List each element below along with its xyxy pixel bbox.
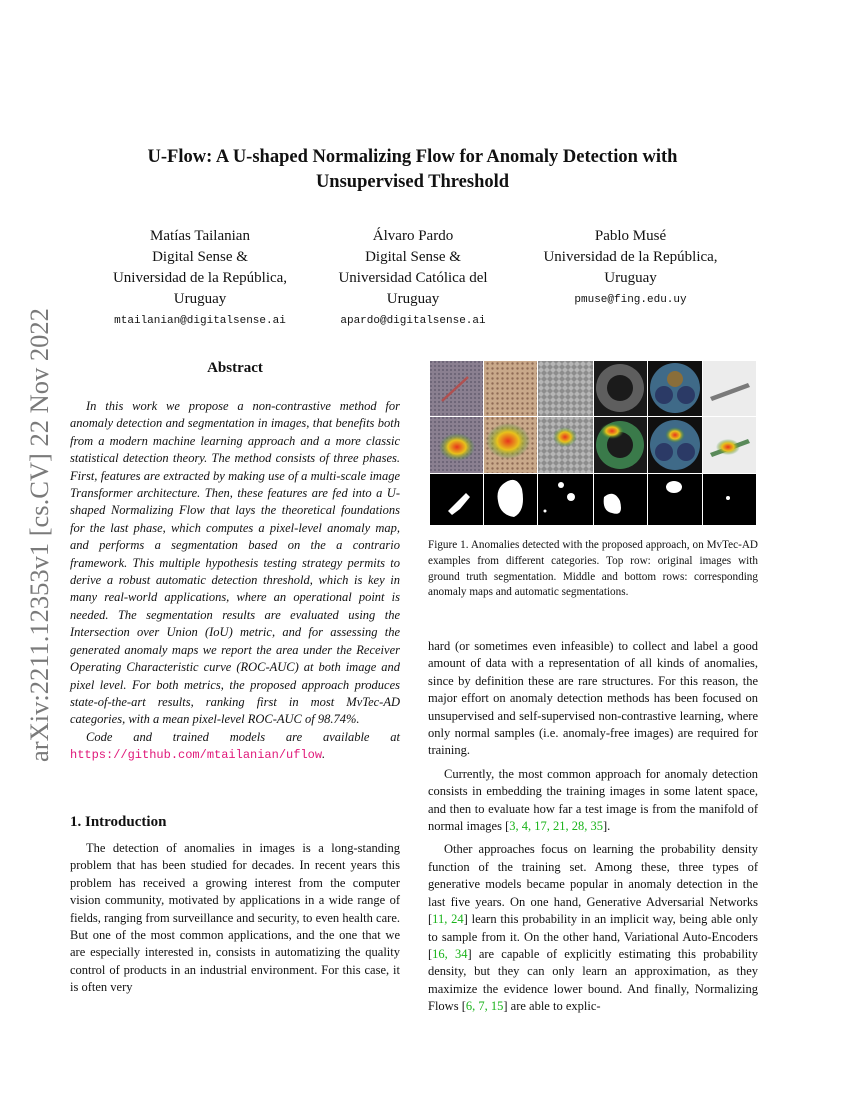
paragraph-text: Currently, the most common approach for anomaly detection consists in embedding the training images in some latent space, and then to evaluate how far a test image is from the manifold of normal images [ [428, 766, 758, 834]
github-link[interactable]: https://github.com/mtailanian/uflow [70, 748, 323, 763]
right-column-body [428, 638, 758, 1022]
right-paragraph-3 [428, 841, 758, 1015]
figure-caption: Figure 1. Anomalies detected with the proposed approach, on MvTec-AD examples from different categories. Top row: original images with ground truth segmentation. Middle and bottom rows: corresponding anomaly maps and automatic segmentations. [428, 539, 758, 599]
intro-paragraph: The detection of anomalies in images is a long-standing problem that has been studied for decades. In recent years this problem has received a growing interest from the computer vision community, motivated by applications in a wide range of fields, ranging from surveillance and security, to even health care. But one of the most common applications, and the one that we are especially interested in, consists in automatizing the quality control of products in an industrial environment. For this case, it is often very [70, 841, 400, 995]
citation-link[interactable]: 3, 4, 17, 21, 28, 35 [509, 819, 603, 834]
abstract-heading: Abstract [207, 360, 263, 376]
right-paragraph-1: hard (or sometimes even infeasible) to collect and label a good amount of data with a representation of all kinds of anomalies, since by definition these are rare structures. For this reason, the major effort on anomaly detection methods has been focused on unsupervised and self-supervised non-contrastive learning, where only normal samples (i.e. anomaly-free images) are required for training. [428, 639, 758, 758]
paragraph-text: ] learn this probability in an implicit way, being able only to sample from it. On the other hand, Variational Auto-Encoders [ [428, 912, 758, 961]
original-screw [703, 361, 756, 416]
author-email: pmuse@fing.edu.uy [574, 294, 687, 306]
original-mesh [538, 361, 593, 416]
section-heading-introduction: 1. Introduction [70, 814, 167, 830]
author-affiliation: Digital Sense & [365, 249, 461, 265]
author-affiliation: Universidad de la República, [543, 249, 718, 265]
introduction-body [70, 840, 400, 997]
citation-link[interactable]: 16, 34 [432, 946, 468, 961]
author-3 [528, 226, 733, 309]
right-paragraph-2 [428, 766, 758, 836]
paragraph-text: ] are able to explic- [503, 999, 601, 1014]
author-1 [100, 226, 300, 330]
figure-1 [430, 361, 756, 525]
author-name: Matías Tailanian [150, 228, 250, 244]
title-line-2: Unsupervised Threshold [315, 172, 510, 192]
citation-link[interactable]: 11, 24 [432, 912, 464, 927]
anomaly-figure-grid [430, 361, 756, 525]
author-name: Pablo Musé [594, 228, 667, 244]
arxiv-stamp: arXiv:2211.12353v1 [cs.CV] 22 Nov 2022 [24, 308, 54, 762]
author-email: apardo@digitalsense.ai [340, 315, 486, 327]
author-2 [313, 226, 513, 330]
title-line-1: U-Flow: A U-shaped Normalizing Flow for Anomaly Detection with [147, 147, 678, 167]
abstract-body [70, 398, 400, 765]
author-affiliation: Uruguay [604, 270, 657, 286]
author-name: Álvaro Pardo [372, 228, 454, 244]
author-affiliation: Universidad Católica del [338, 270, 488, 286]
author-affiliation: Digital Sense & [152, 249, 248, 265]
abstract-paragraph: In this work we propose a non-contrastive method for anomaly detection and segmentation in images, that benefits both from a modern machine learning approach and a more classic statistical detection theory. The method consists of three phases. First, features are extracted by making use of a multi-scale image Transformer architecture. Then, these features are fed into a U-shaped Normalizing Flow that lays the theoretical foundations for the last phase, which computes a pixel-level anomaly map, and performs a segmentation based on the a contrario framework. This multiple hypothesis testing strategy permits to derive a robust automatic detection threshold, which is key in many real-world applications, where an operational point is needed. The segmentation results are evaluated using the Intersection over Union (IoU) metric, and for assessing the generated anomaly maps we report the area under the Receiver Operating Characteristic curve (ROC-AUC) at both image and pixel level. For both metrics, the proposed approach produces state-of-the-art results, ranking first in most MvTec-AD categories, with a mean pixel-level ROC-AUC of 98.74%. [70, 399, 400, 727]
code-availability-text: Code and trained models are available at [86, 729, 400, 744]
original-grid [484, 361, 537, 416]
author-email: mtailanian@digitalsense.ai [114, 315, 286, 327]
abstract-code-paragraph [70, 729, 400, 765]
author-affiliation: Uruguay [173, 291, 227, 307]
citation-link[interactable]: 6, 7, 15 [465, 999, 504, 1014]
author-affiliation: Uruguay [386, 291, 440, 307]
paragraph-text: Other approaches focus on learning the probability density function of the training set. Among these, three types of generative models became popular in anomaly detection in the last five years. On one hand, Generative Adversarial Networks [ [428, 842, 758, 927]
paper-title [100, 145, 725, 195]
paragraph-text: ] are capable of explicitly estimating this probability density, but they can only learn an approximation, as they maximize the evidence lower bound. And finally, Normalizing Flows [ [428, 946, 758, 1014]
period: . [322, 747, 326, 762]
author-affiliation: Universidad de la República, [112, 270, 288, 286]
paragraph-text: ]. [602, 819, 611, 834]
